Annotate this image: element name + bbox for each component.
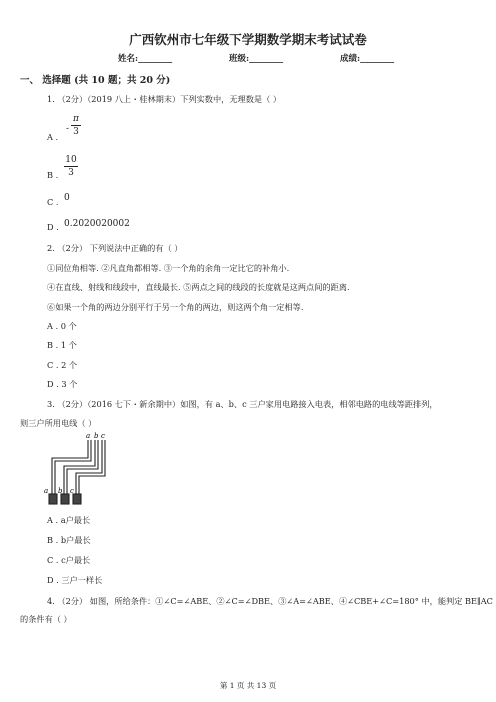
q2-statement-line-1: ①同位角相等. ②凡直角都相等. ③一个角的余角一定比它的补角小. (47, 263, 290, 273)
meter-label-c: c (70, 487, 74, 495)
q1-option-d-value: 0.2020020002 (64, 219, 130, 229)
q1-b-numerator: 10 (65, 155, 77, 165)
wiring-diagram (44, 432, 110, 506)
q2-statement-line-2: ④在直线、射线和线段中，直线最长. ⑤两点之间的线段的长度就是这两点间的距离. (47, 282, 350, 292)
page-title: 广西钦州市七年级下学期数学期末考试试卷 (129, 32, 367, 47)
top-label-b: b (94, 432, 99, 440)
q2-option-d: D . 3 个 (47, 379, 78, 389)
top-label-c: c (101, 432, 105, 440)
q3-option-a: A . a户最长 (47, 515, 91, 525)
q1-option-b-fraction (64, 155, 78, 178)
q1-b-denominator: 3 (68, 168, 74, 178)
top-label-a: a (86, 432, 91, 440)
name-field: 姓名:________ (118, 54, 173, 64)
q1-option-a-fraction (71, 114, 81, 137)
class-field: 班级:________ (229, 54, 284, 64)
question-3-stem: 3. （2分）（2016 七下・新余期中）如图，有 a、b、c 三户家用电路接入电表，相邻电路的电线等距排列， (47, 399, 438, 409)
question-4-stem: 4. （2分） 如图，所给条件：①∠C=∠ABE、②∠C=∠DBE、③∠A=∠ABE、④∠CBE+∠C=180° 中，能判定 BE∥AC (47, 596, 493, 606)
q3-option-c: C . c户最长 (47, 555, 91, 565)
q1-option-a-sign: - (66, 124, 70, 134)
meter-label-a: a (44, 487, 49, 495)
section-heading: 一、 选择题 (共 10 题；共 20 分) (20, 75, 171, 86)
q2-option-a: A . 0 个 (47, 321, 77, 331)
q1-option-c-label: C . (47, 197, 59, 207)
q3-option-d: D . 三户一样长 (47, 575, 103, 585)
q2-statement-line-3: ⑥如果一个角的两边分别平行于另一个角的两边，则这两个角一定相等. (47, 302, 304, 312)
question-4-stem-continued: 的条件有（ ） (20, 614, 72, 624)
q1-option-d-label: D . (47, 222, 59, 232)
q1-a-numerator: π (73, 114, 79, 124)
q2-option-b: B . 1 个 (47, 340, 77, 350)
question-2-stem: 2. （2分） 下列说法中正确的有（ ） (47, 243, 183, 253)
question-1-stem: 1. （2分）（2019 八上・桂林期末）下列实数中，无理数是（ ） (47, 94, 282, 104)
score-field: 成绩:________ (340, 54, 395, 64)
q1-option-c-value: 0 (64, 193, 70, 203)
q2-option-c: C . 2 个 (47, 360, 78, 370)
page-footer: 第 1 页 共 13 页 (219, 681, 277, 690)
q3-option-b: B . b户最长 (47, 535, 91, 545)
q1-option-a-label: A . (47, 132, 59, 142)
question-3-stem-continued: 则三户所用电线（ ） (20, 418, 97, 428)
q1-option-b-label: B . (47, 170, 59, 180)
meter-label-b: b (58, 487, 63, 495)
q1-a-denominator: 3 (73, 127, 79, 137)
